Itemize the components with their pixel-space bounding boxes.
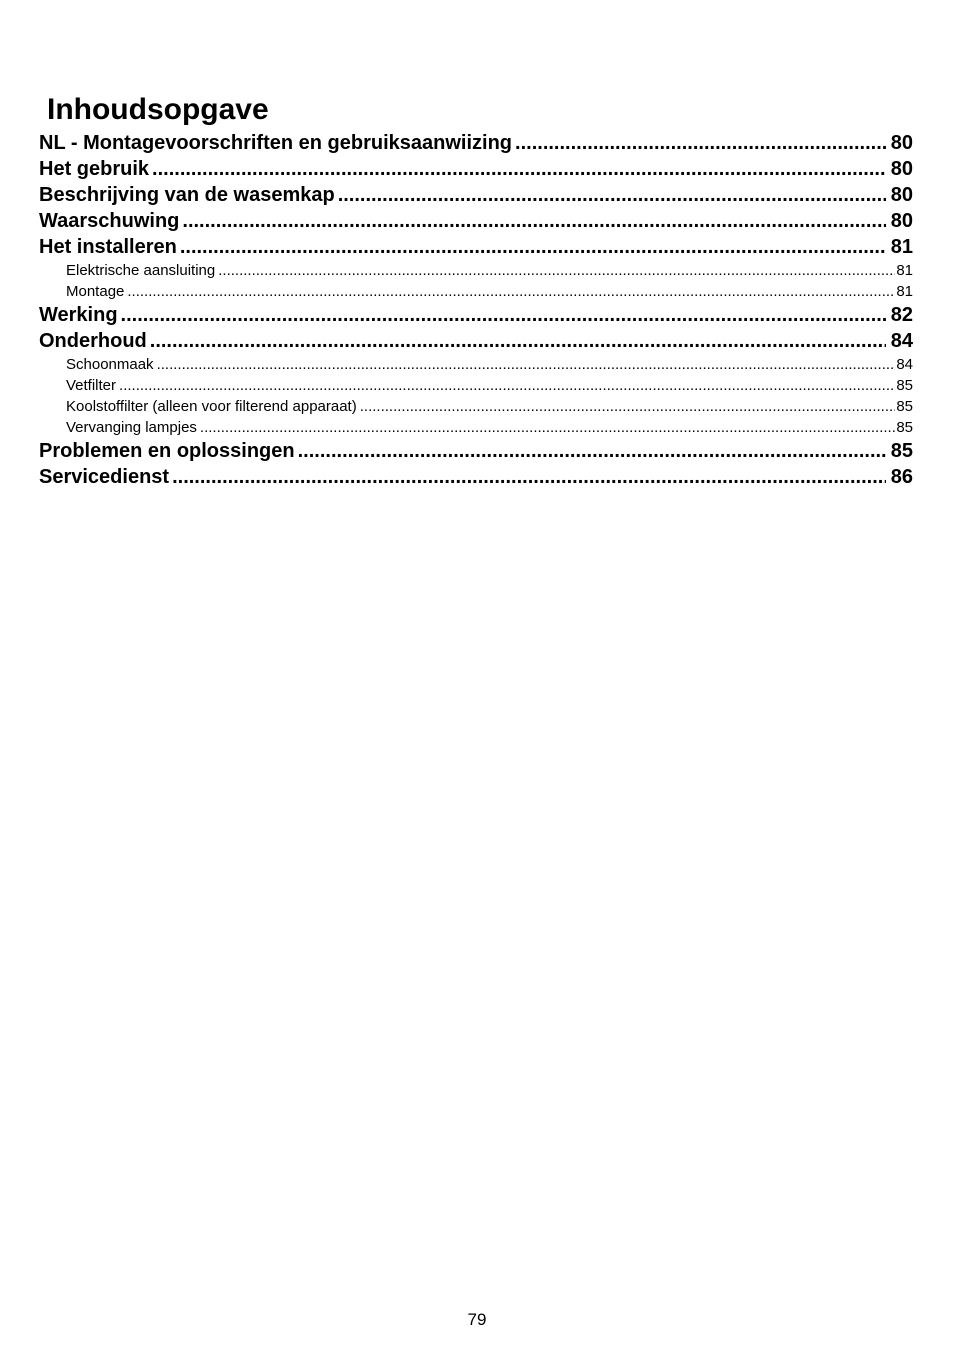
toc-subentry[interactable] [66,281,913,302]
toc-subentry-page: 81 [896,283,913,300]
dot-leader [338,182,886,208]
toc-subentry-label: Vervanging lampjes [66,419,197,436]
toc-subentry-label: Montage [66,283,125,300]
dot-leader [121,302,886,328]
dot-leader [515,130,886,156]
dot-leader [360,396,896,417]
toc-entry-label: Servicedienst [39,466,170,488]
table-of-contents [39,130,913,490]
toc-subentry-page: 84 [896,356,913,373]
toc-entry-label: NL - Montagevoorschriften en gebruiksaanwiizing [39,132,513,154]
toc-entry-label: Het gebruik [39,158,150,180]
dot-leader [127,281,895,302]
toc-entry-page: 85 [890,440,913,462]
toc-entry-label: Waarschuwing [39,210,180,232]
dot-leader [298,438,886,464]
toc-entry[interactable] [39,328,913,354]
toc-entry-page: 80 [890,184,913,206]
toc-subentry[interactable] [66,396,913,417]
toc-entry-label: Beschrijving van de wasemkap [39,184,335,206]
page-number: 79 [467,1310,487,1329]
toc-subentry-page: 85 [896,377,913,394]
dot-leader [150,328,886,354]
dot-leader [152,156,886,182]
toc-subentry-label: Elektrische aansluiting [66,262,216,279]
toc-subentry-label: Vetfilter [66,377,117,394]
toc-subentry-label: Koolstoffilter (alleen voor filterend apparaat) [66,398,357,415]
toc-entry[interactable] [39,130,913,156]
toc-entry-page: 80 [890,210,913,232]
toc-entry[interactable] [39,302,913,328]
toc-entry-label: Het installeren [39,236,177,258]
toc-entry-page: 80 [890,158,913,180]
toc-entry-label: Werking [39,304,118,326]
toc-subentry[interactable] [66,417,913,438]
toc-entry[interactable] [39,438,913,464]
dot-leader [180,234,886,260]
toc-subentry[interactable] [66,375,913,396]
toc-entry-label: Problemen en oplossingen [39,440,295,462]
toc-entry-page: 86 [890,466,913,488]
dot-leader [172,464,886,490]
toc-entry[interactable] [39,464,913,490]
toc-entry-page: 80 [890,132,913,154]
dot-leader [182,208,885,234]
toc-entry-page: 81 [890,236,913,258]
dot-leader [157,354,896,375]
toc-entry-label: Onderhoud [39,330,147,352]
toc-subentry-page: 85 [896,419,913,436]
toc-entry[interactable] [39,234,913,260]
dot-leader [218,260,895,281]
dot-leader [119,375,895,396]
toc-entry[interactable] [39,156,913,182]
page-title: Inhoudsopgave [47,93,269,126]
toc-entry-page: 82 [890,304,913,326]
toc-subentry-page: 85 [896,398,913,415]
toc-entry[interactable] [39,182,913,208]
toc-subentry-label: Schoonmaak [66,356,154,373]
toc-subentry[interactable] [66,354,913,375]
toc-entry-page: 84 [890,330,913,352]
toc-subentry-page: 81 [896,262,913,279]
toc-subentry[interactable] [66,260,913,281]
toc-entry[interactable] [39,208,913,234]
dot-leader [200,417,895,438]
